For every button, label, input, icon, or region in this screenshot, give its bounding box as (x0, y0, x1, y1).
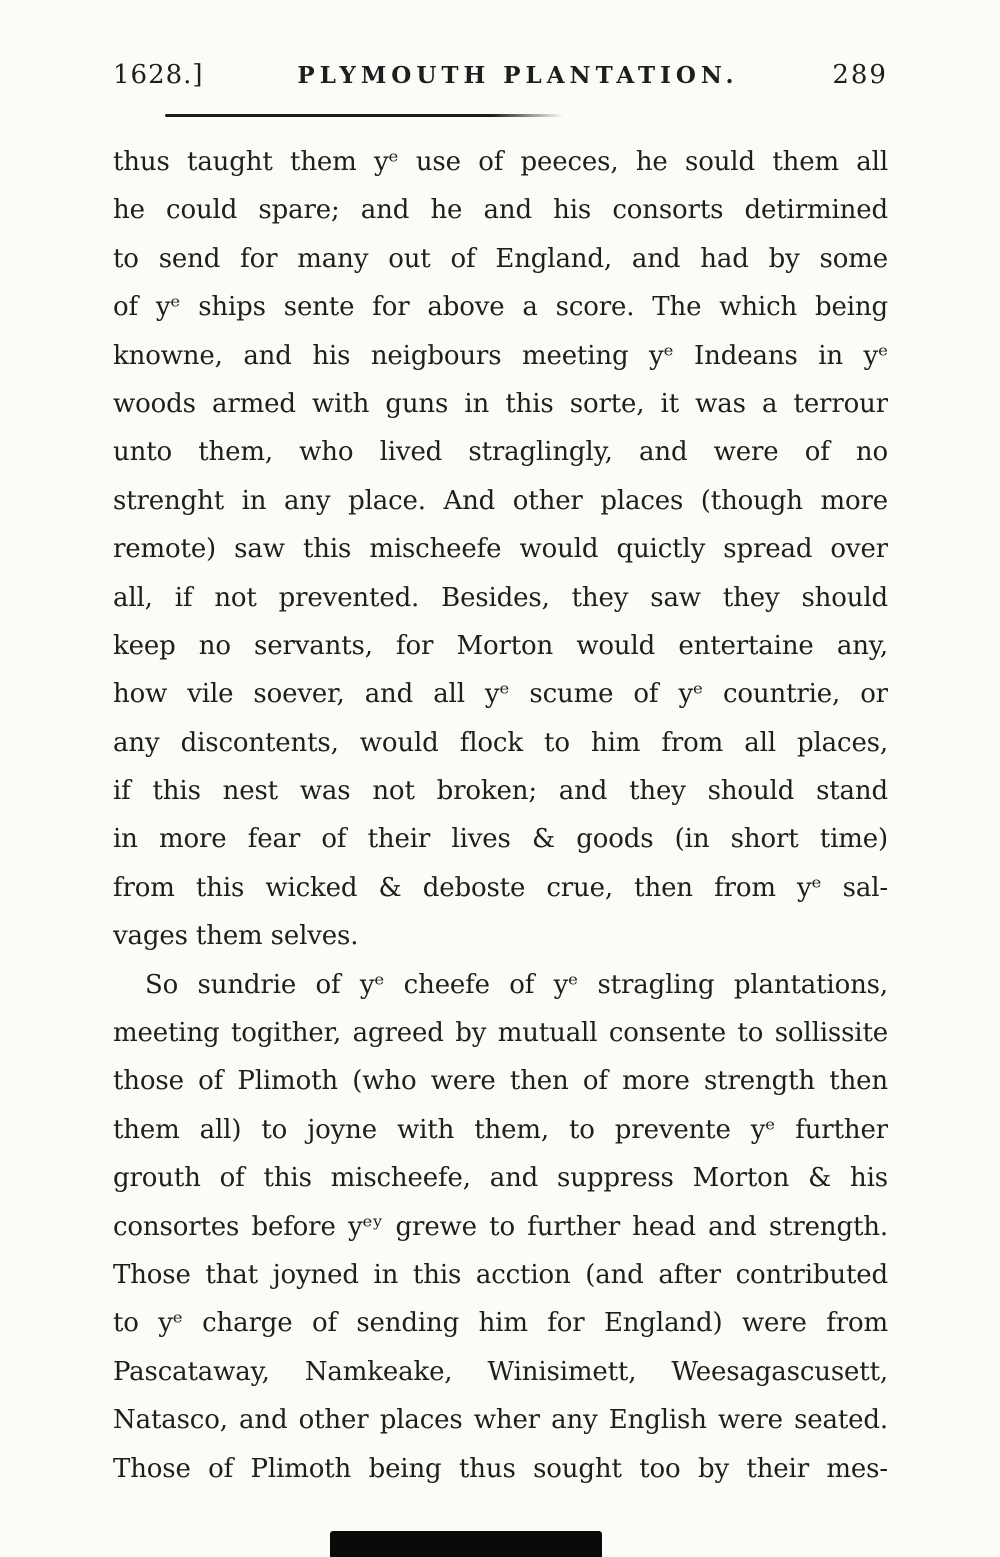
scan-artifact-bar (330, 1531, 602, 1557)
header-running-title: PLYMOUTH PLANTATION. (297, 62, 739, 89)
paragraph (113, 961, 888, 1493)
text-line: to yᵉ charge of sending him for England) were from (113, 1308, 888, 1339)
text-line: all, if not prevented. Besides, they saw they should (113, 582, 888, 613)
text-line: meeting togither, agreed by mutuall consente to sollissite (113, 1018, 888, 1049)
text-line: grouth of this mischeefe, and suppress Morton & his (113, 1163, 888, 1194)
text-line: if this nest was not broken; and they should stand (113, 776, 888, 807)
text-line: keep no servants, for Morton would entertaine any, (113, 630, 888, 661)
text-line: consortes before yᵉʸ grewe to further head and strength. (113, 1211, 888, 1242)
page-text (113, 138, 888, 1493)
header-rule (165, 114, 563, 117)
text-line: from this wicked & deboste crue, then from yᵉ sal- (113, 872, 888, 903)
text-line: how vile soever, and all yᵉ scume of yᵉ countrie, or (113, 679, 888, 710)
text-line: them all) to joyne with them, to prevente yᵉ further (113, 1114, 888, 1145)
text-line: Pascataway, Namkeake, Winisimett, Weesagascusett, (113, 1356, 888, 1387)
text-line: in more fear of their lives & goods (in short time) (113, 824, 888, 855)
text-line: woods armed with guns in this sorte, it was a terrour (113, 388, 888, 419)
text-line: strenght in any place. And other places (though more (113, 485, 888, 516)
text-line: of yᵉ ships sente for above a score. The which being (113, 292, 888, 323)
text-line: those of Plimoth (who were then of more strength then (113, 1066, 888, 1097)
text-line: Natasco, and other places wher any English were seated. (113, 1405, 888, 1436)
header-year: 1628.] (113, 60, 204, 90)
text-line: any discontents, would flock to him from all places, (113, 727, 888, 758)
text-line: to send for many out of England, and had by some (113, 243, 888, 274)
paragraph (113, 138, 888, 961)
header-page-number: 289 (832, 60, 888, 90)
text-line: Those that joyned in this acction (and after contributed (113, 1259, 888, 1290)
text-line: knowne, and his neigbours meeting yᵉ Indeans in yᵉ (113, 340, 888, 371)
text-line: unto them, who lived straglingly, and were of no (113, 437, 888, 468)
page-header (113, 60, 888, 90)
text-line: he could spare; and he and his consorts detirmined (113, 195, 888, 226)
text-line: thus taught them yᵉ use of peeces, he sould them all (113, 147, 888, 177)
text-line: Those of Plimoth being thus sought too by their mes- (113, 1453, 888, 1484)
text-line: vages them selves. (113, 921, 359, 952)
text-line: remote) saw this mischeefe would quictly spread over (113, 534, 888, 565)
text-line: So sundrie of yᵉ cheefe of yᵉ stragling plantations, (145, 969, 888, 1000)
